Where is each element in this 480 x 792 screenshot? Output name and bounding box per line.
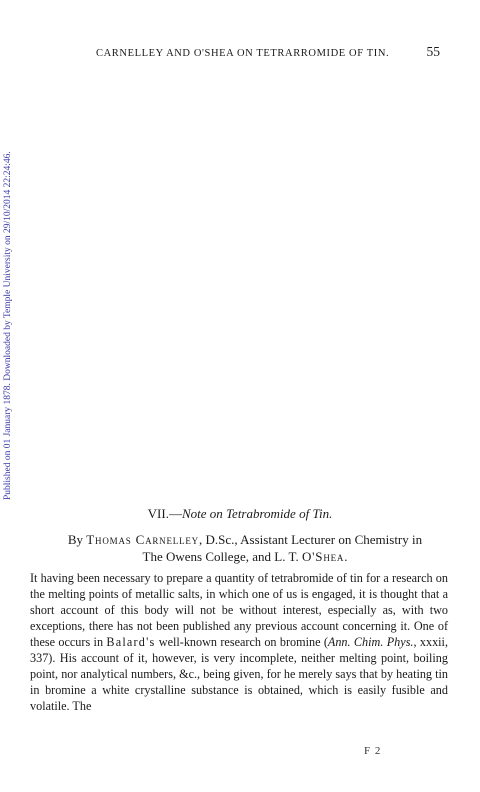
- author1-affiliation: , D.Sc., Assistant Lecturer on Chemistry in: [198, 532, 423, 547]
- running-title: CARNELLEY AND O'SHEA ON TETRARROMIDE OF TIN.: [96, 48, 390, 59]
- article-body: [30, 570, 448, 714]
- paragraph: [30, 570, 448, 714]
- paragraph-text-2: well-known research on bromine (: [155, 635, 328, 649]
- byline-line2: The Owens College, and L. T.: [142, 549, 302, 564]
- reference-journal: Ann. Chim. Phys.: [327, 635, 414, 649]
- balard-name: Balard's: [106, 635, 156, 649]
- title-text: Note on Tetrabromide of Tin.: [181, 506, 333, 521]
- byline: [55, 531, 435, 565]
- author1-last-name: Carnelley: [135, 532, 199, 547]
- author1-first-name: Thomas: [86, 532, 136, 547]
- page-number: 55: [426, 44, 440, 59]
- author2-last-name: O'Shea: [301, 549, 345, 564]
- signature-mark: F 2: [364, 745, 382, 757]
- byline-by: By: [67, 532, 87, 547]
- byline-end: .: [344, 549, 348, 564]
- paragraph-text-3: , xxxii, 337). His account of it, however, is very incomplete, neither melting point, boiling point, nor analytical numbers, &c., being given, for he merely says that by heating tin in bromine a white crystalline substance is obtained, which is easily fusible and volatile. The: [30, 635, 448, 713]
- paragraph-text-1: It having been necessary to prepare a quantity of tetrabromide of tin for a research on the melting points of metallic salts, in which one of us is engaged, it is thought that a short account of this body will not be without interest, especially as, with two exceptions, there has not been published any previous account concerning it. One of these occurs in: [30, 571, 448, 649]
- download-watermark-note: Published on 01 January 1878. Downloaded by Temple University on 29/10/2014 22:24:46.: [3, 151, 13, 500]
- title-prefix: VII.—: [147, 506, 182, 521]
- article-title: [0, 506, 480, 522]
